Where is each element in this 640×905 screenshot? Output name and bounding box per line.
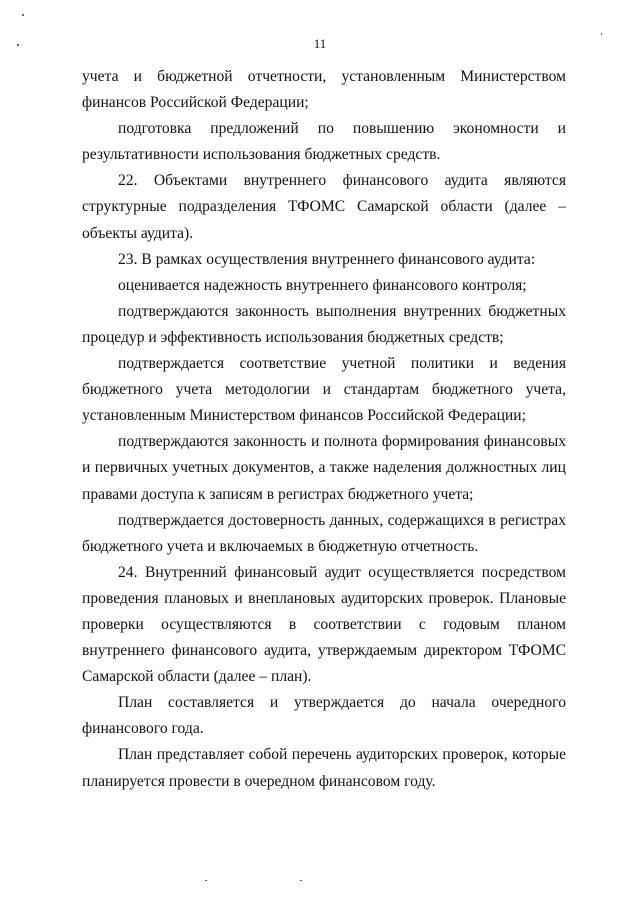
scan-speck: [601, 33, 602, 35]
paragraph: План составляется и утверждается до начала очередного финансового года.: [82, 694, 566, 738]
paragraph-continuation: учета и бюджетной отчетности, установленным Министерством финансов Российской Федерации;: [82, 68, 566, 112]
scan-speck: [22, 14, 24, 16]
paragraph: План представляет собой перечень аудиторских проверок, которые планируется провести в очередном финансовом году.: [82, 746, 566, 790]
paragraph-23: 23. В рамках осуществления внутреннего финансового аудита:: [118, 250, 536, 268]
paragraph: подтверждается соответствие учетной политики и ведения бюджетного учета методологии и стандартам бюджетного учета, установленным Министерством финансов Российской Федерации;: [82, 355, 566, 425]
paragraph: подтверждаются законность выполнения внутренних бюджетных процедур и эффективность использования бюджетных средств;: [82, 302, 566, 346]
document-body: [82, 64, 566, 795]
paragraph-24: 24. Внутренний финансовый аудит осуществляется посредством проведения плановых и внеплановых аудиторских проверок. Плановые проверки осуществляются в соответствии с годовым планом внутреннего финансового аудита, утверждаемым директором ТФОМС Самарской области (далее – план).: [82, 563, 566, 686]
paragraph: подтверждаются законность и полнота формирования финансовых и первичных учетных документов, а также наделения должностных лиц правами доступа к записям в регистрах бюджетного учета;: [82, 433, 566, 503]
scan-speck: [300, 880, 302, 881]
scan-speck: [205, 880, 207, 881]
paragraph-22: 22. Объектами внутреннего финансового аудита являются структурные подразделения ТФОМС Самарской области (далее – объекты аудита).: [82, 172, 566, 242]
paragraph: подтверждается достоверность данных, содержащихся в регистрах бюджетного учета и включаемых в бюджетную отчетность.: [82, 511, 566, 555]
scan-speck: [17, 44, 19, 46]
paragraph: оценивается надежность внутреннего финансового контроля;: [118, 276, 527, 294]
paragraph: подготовка предложений по повышению экономности и результативности использования бюджетных средств.: [82, 120, 566, 164]
page-number: 11: [313, 36, 327, 51]
